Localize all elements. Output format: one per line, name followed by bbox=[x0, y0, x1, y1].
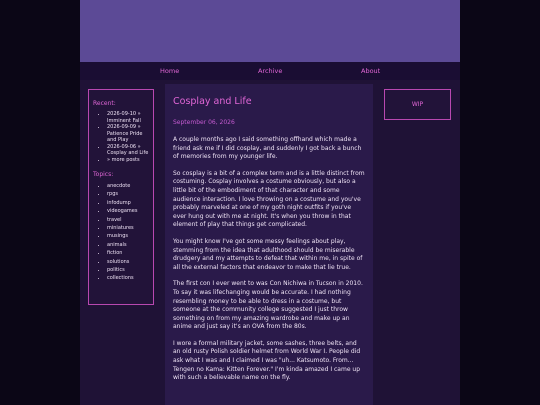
topic-link[interactable]: • collections bbox=[107, 274, 149, 282]
post-paragraph: So cosplay is a bit of a complex term and is a little distinct from costuming. Cosplay involves a costume obviously, but also a little bit of the embodiment of that character and some audience interaction. I love throwing on a costume and you've probably marveled at one of my goth night outfits if you've ever hung out with me at night. It's when you throw in that element of play that things get complicated. bbox=[173, 169, 365, 229]
post-title: Cosplay and Life bbox=[173, 96, 252, 107]
recent-post-link[interactable]: • 2026-09-06 » Cosplay and Life bbox=[107, 144, 149, 157]
recent-heading: Recent: bbox=[93, 100, 116, 107]
topic-link[interactable]: • anecdote bbox=[107, 182, 149, 190]
nav-link-archive[interactable]: Archive bbox=[258, 67, 283, 75]
topic-link[interactable]: • miniatures bbox=[107, 224, 149, 232]
topic-link[interactable]: • fiction bbox=[107, 249, 149, 257]
recent-list bbox=[93, 111, 149, 163]
post-paragraph: I wore a formal military jacket, some sashes, three belts, and an old rusty Polish soldier helmet from World War I. People did ask what I was and I claimed I was "uh... Katsumoto. From... Tengen no Kama: Kitten Forever." I'm kinda amazed I came up with such a believable name on the fly. bbox=[173, 339, 361, 382]
nav-link-about[interactable]: About bbox=[361, 67, 381, 75]
topic-link[interactable]: • musings bbox=[107, 232, 149, 240]
post-article bbox=[165, 84, 373, 405]
topic-link[interactable]: • travel bbox=[107, 216, 149, 224]
nav-link-home[interactable]: Home bbox=[160, 67, 180, 75]
topic-link[interactable]: • politics bbox=[107, 266, 149, 274]
header-banner bbox=[80, 0, 460, 62]
topic-link[interactable]: • videogames bbox=[107, 207, 149, 215]
post-paragraph: You might know I've got some messy feelings about play, stemming from the idea that adulthood should be miserable drudgery and my attempts to defeat that within me, in spite of all the external factors that endeavor to make that lie true. bbox=[173, 237, 363, 271]
left-sidebar bbox=[88, 89, 154, 305]
topic-link[interactable]: • infodump bbox=[107, 199, 149, 207]
topic-link[interactable]: • rpgs bbox=[107, 190, 149, 198]
topic-link[interactable]: • solutions bbox=[107, 258, 149, 266]
topic-link[interactable]: • animals bbox=[107, 241, 149, 249]
right-sidebar-wip-box bbox=[384, 89, 451, 120]
recent-post-link[interactable]: • 2026-09-10 » Imminent Fall bbox=[107, 111, 149, 124]
topics-heading: Topics: bbox=[93, 171, 114, 178]
main-nav bbox=[80, 62, 460, 80]
post-paragraph: The first con I ever went to was Con Nichiwa in Tucson in 2010. To say it was lifechanging would be accurate. I had nothing resembling money to be able to dress in a costume, but someone at the community college suggested I just throw something on from my amazing wardrobe and make up an anime and just say it's an OVA from the 80s. bbox=[173, 280, 363, 331]
post-paragraph: A couple months ago I said something offhand which made a friend ask me if I did cosplay, and suddenly I got back a bunch of memories from my younger life. bbox=[173, 136, 362, 161]
post-date: September 06, 2026 bbox=[173, 119, 235, 126]
topics-list bbox=[93, 182, 149, 283]
wip-label: WIP bbox=[411, 101, 424, 108]
more-posts-link[interactable]: • » more posts bbox=[107, 157, 149, 164]
recent-post-link[interactable]: • 2026-09-09 » Patience Pride and Play bbox=[107, 124, 149, 144]
